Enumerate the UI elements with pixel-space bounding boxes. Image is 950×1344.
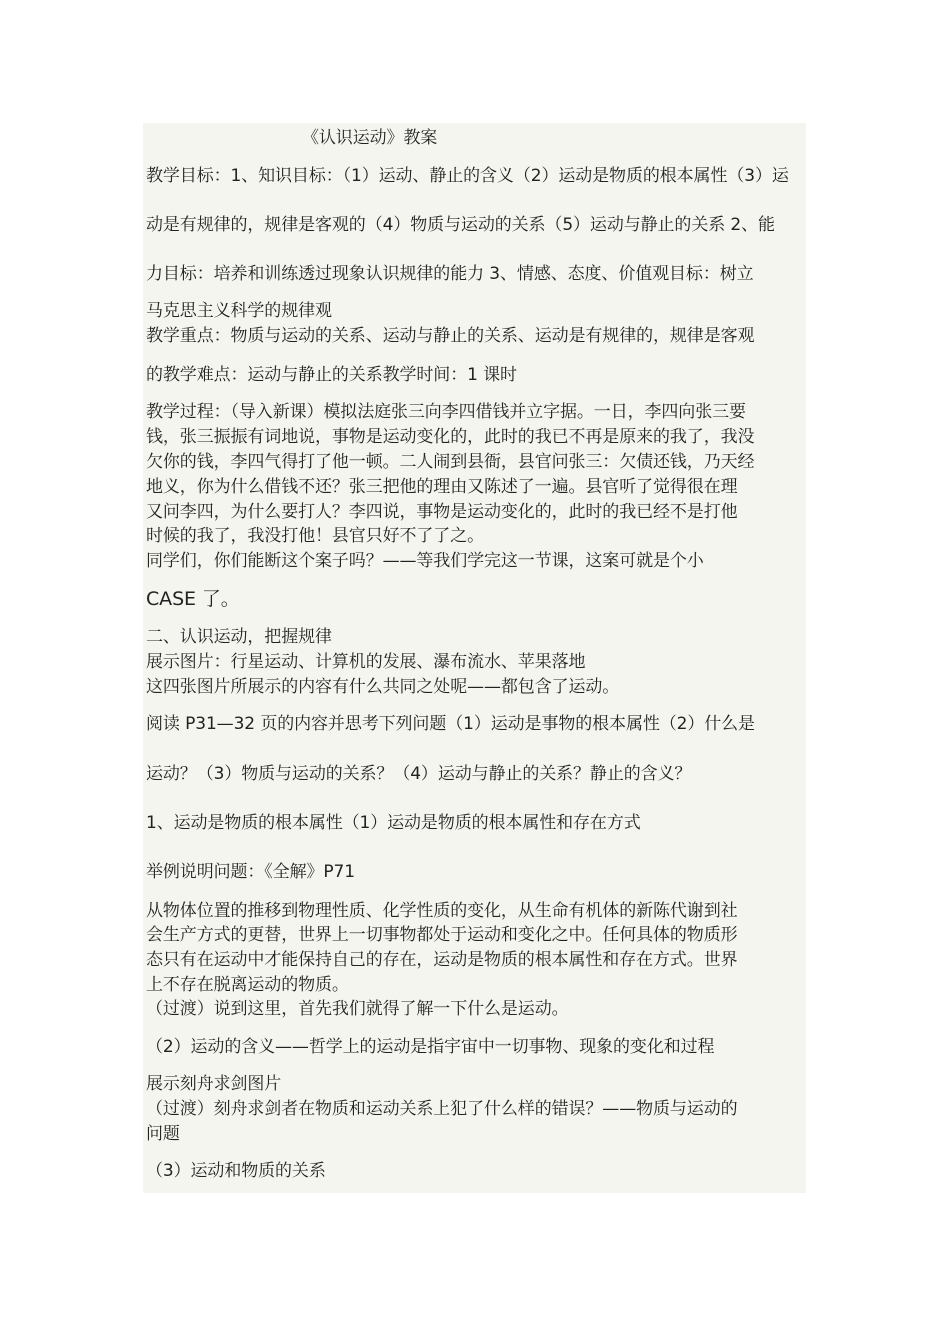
text-line: 问题: [146, 1124, 180, 1144]
text-line: 展示刻舟求剑图片: [146, 1074, 282, 1094]
text-line: 马克思主义科学的规律观: [146, 301, 332, 321]
text-line: 展示图片：行星运动、计算机的发展、瀑布流水、苹果落地: [146, 652, 586, 672]
text-line: 同学们，你们能断这个案子吗？——等我们学完这一节课，这案可就是个小: [146, 551, 704, 571]
text-line: （过渡）刻舟求剑者在物质和运动关系上犯了什么样的错误？——物质与运动的: [146, 1099, 738, 1119]
text-line: 地义，你为什么借钱不还？张三把他的理由又陈述了一遍。县官听了觉得很在理: [146, 477, 738, 497]
text-line: （3）运动和物质的关系: [146, 1161, 326, 1181]
text-line: 这四张图片所展示的内容有什么共同之处呢——都包含了运动。: [146, 677, 620, 697]
text-line: 欠你的钱，李四气得打了他一顿。二人闹到县衙，县官问张三：欠债还钱，乃天经: [146, 452, 755, 472]
text-line: 举例说明问题：《全解》P71: [146, 862, 355, 882]
text-line: 阅读 P31—32 页的内容并思考下列问题（1）运动是事物的根本属性（2）什么是: [146, 714, 755, 734]
text-line: 又问李四，为什么要打人？李四说，事物是运动变化的，此时的我已经不是打他: [146, 502, 738, 522]
text-line: 教学重点：物质与运动的关系、运动与静止的关系、运动是有规律的，规律是客观: [146, 326, 755, 346]
text-line: CASE 了。: [146, 588, 240, 610]
text-line: 教学过程：（导入新课）模拟法庭张三向李四借钱并立字据。一日，李四向张三要: [146, 402, 746, 422]
text-line: 动是有规律的，规律是客观的（4）物质与运动的关系（5）运动与静止的关系 2、能: [146, 215, 775, 235]
text-line: （2）运动的含义——哲学上的运动是指宇宙中一切事物、现象的变化和过程: [146, 1037, 715, 1057]
text-line: 的教学难点：运动与静止的关系教学时间：1 课时: [146, 365, 517, 385]
text-line: 力目标：培养和训练透过现象认识规律的能力 3、情感、态度、价值观目标：树立: [146, 264, 754, 284]
text-line: 从物体位置的推移到物理性质、化学性质的变化，从生命有机体的新陈代谢到社: [146, 901, 738, 921]
text-line: 态只有在运动中才能保持自己的存在，运动是物质的根本属性和存在方式。世界: [146, 950, 738, 970]
text-line: 运动？（3）物质与运动的关系？（4）运动与静止的关系？静止的含义？: [146, 764, 692, 784]
text-line: 上不存在脱离运动的物质。: [146, 975, 349, 995]
text-line: 钱，张三振振有词地说，事物是运动变化的，此时的我已不再是原来的我了，我没: [146, 427, 755, 447]
document-title: 《认识运动》教案: [302, 128, 438, 148]
text-line: 教学目标：1、知识目标：（1）运动、静止的含义（2）运动是物质的根本属性（3）运: [146, 166, 789, 186]
text-line: 时候的我了，我没打他！县官只好不了了之。: [146, 526, 484, 546]
text-line: （过渡）说到这里，首先我们就得了解一下什么是运动。: [146, 999, 569, 1019]
text-line: 1、运动是物质的根本属性（1）运动是物质的根本属性和存在方式: [146, 813, 641, 833]
text-line: 二、认识运动，把握规律: [146, 627, 332, 647]
text-line: 会生产方式的更替，世界上一切事物都处于运动和变化之中。任何具体的物质形: [146, 925, 738, 945]
